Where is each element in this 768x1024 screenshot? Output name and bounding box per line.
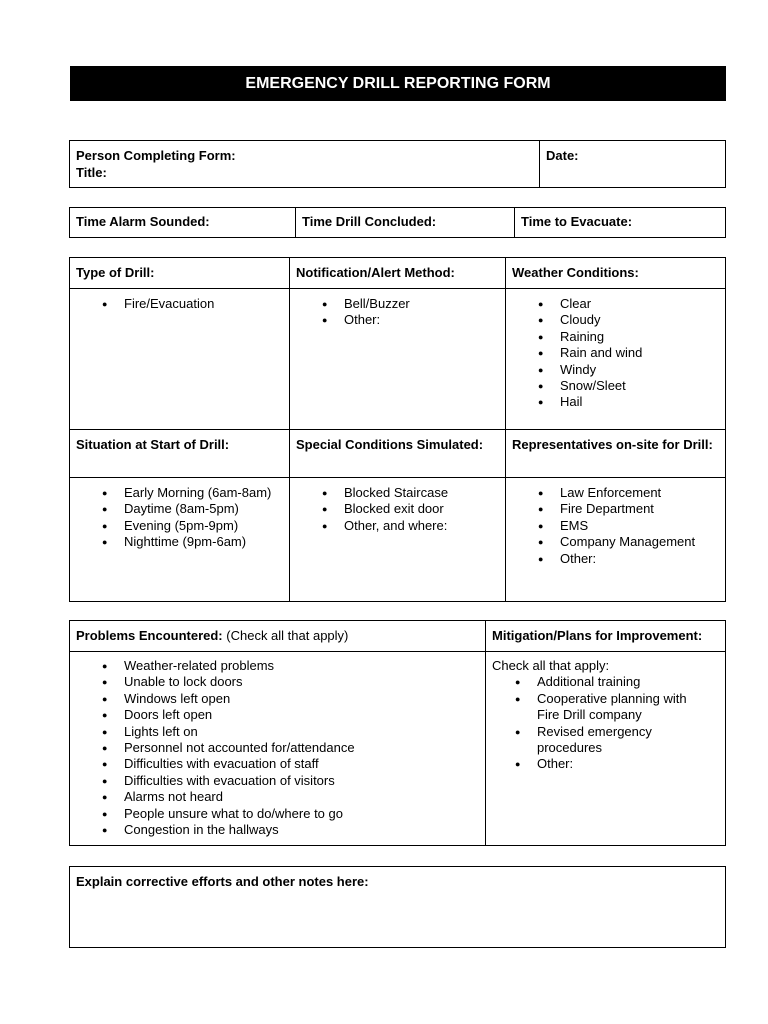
problem-lights-on[interactable]: ● Lights left on: [99, 724, 479, 740]
option-fire-evacuation[interactable]: ● Fire/Evacuation: [99, 296, 283, 312]
mitigation-planning[interactable]: ● Cooperative planning with Fire Drill company: [512, 691, 702, 724]
option-blocked-exit-door[interactable]: ● Blocked exit door: [319, 501, 499, 517]
situation-header: Situation at Start of Drill:: [70, 430, 290, 478]
person-label: Person Completing Form:: [76, 148, 236, 163]
special-header: Special Conditions Simulated:: [290, 430, 506, 478]
problem-unsure[interactable]: ● People unsure what to do/where to go: [99, 806, 479, 822]
reps-header: Representatives on-site for Drill:: [506, 430, 726, 478]
notes-label: Explain corrective efforts and other notes here:: [76, 874, 369, 889]
notes-table: [69, 866, 726, 948]
situation-options: [70, 478, 290, 602]
option-fire-department[interactable]: ● Fire Department: [535, 501, 719, 517]
mitigation-header: Mitigation/Plans for Improvement:: [486, 621, 726, 652]
date-label: Date:: [546, 148, 579, 163]
form-title: EMERGENCY DRILL REPORTING FORM: [70, 66, 726, 101]
problem-evac-staff[interactable]: ● Difficulties with evacuation of staff: [99, 756, 479, 772]
mitigation-other[interactable]: ● Other:: [512, 756, 702, 772]
option-early-morning[interactable]: ● Early Morning (6am-8am): [99, 485, 283, 501]
notification-header: Notification/Alert Method:: [290, 258, 506, 289]
option-rain-and-wind[interactable]: ● Rain and wind: [535, 345, 719, 361]
problems-table: [69, 620, 726, 846]
person-table: [69, 140, 726, 188]
mitigation-options: [486, 652, 726, 846]
option-windy[interactable]: ● Windy: [535, 362, 719, 378]
option-company-management[interactable]: ● Company Management: [535, 534, 719, 550]
problem-doors-open[interactable]: ● Doors left open: [99, 707, 479, 723]
option-cloudy[interactable]: ● Cloudy: [535, 312, 719, 328]
alarm-cell[interactable]: [70, 208, 296, 238]
concluded-cell[interactable]: [296, 208, 515, 238]
problem-congestion[interactable]: ● Congestion in the hallways: [99, 822, 479, 838]
type-header: Type of Drill:: [70, 258, 290, 289]
drill-table: [69, 257, 726, 602]
mitigation-training[interactable]: ● Additional training: [512, 674, 702, 690]
option-hail[interactable]: ● Hail: [535, 394, 719, 410]
evacuate-label: Time to Evacuate:: [521, 214, 633, 229]
option-reps-other[interactable]: ● Other:: [535, 551, 719, 567]
alarm-label: Time Alarm Sounded:: [76, 214, 210, 229]
option-daytime[interactable]: ● Daytime (8am-5pm): [99, 501, 283, 517]
mitigation-intro: Check all that apply:: [492, 658, 610, 673]
option-notification-other[interactable]: ● Other:: [319, 312, 499, 328]
problem-lock-doors[interactable]: ● Unable to lock doors: [99, 674, 479, 690]
notes-cell[interactable]: [70, 867, 726, 948]
times-table: [69, 207, 726, 238]
option-ems[interactable]: ● EMS: [535, 518, 719, 534]
option-blocked-staircase[interactable]: ● Blocked Staircase: [319, 485, 499, 501]
option-clear[interactable]: ● Clear: [535, 296, 719, 312]
problems-header-note: (Check all that apply): [226, 628, 349, 643]
reps-options: [506, 478, 726, 602]
special-options: [290, 478, 506, 602]
notification-options: [290, 289, 506, 430]
evacuate-cell[interactable]: [515, 208, 726, 238]
option-raining[interactable]: ● Raining: [535, 329, 719, 345]
option-evening[interactable]: ● Evening (5pm-9pm): [99, 518, 283, 534]
option-special-other[interactable]: ● Other, and where:: [319, 518, 499, 534]
problem-windows-open[interactable]: ● Windows left open: [99, 691, 479, 707]
problem-alarms[interactable]: ● Alarms not heard: [99, 789, 479, 805]
mitigation-revised[interactable]: ● Revised emergency procedures: [512, 724, 702, 757]
date-cell[interactable]: [540, 141, 726, 188]
problem-evac-visitors[interactable]: ● Difficulties with evacuation of visitors: [99, 773, 479, 789]
problems-header: Problems Encountered: (Check all that apply): [70, 621, 486, 652]
title-label: Title:: [76, 164, 107, 180]
problem-weather[interactable]: ● Weather-related problems: [99, 658, 479, 674]
person-cell[interactable]: [70, 141, 540, 188]
option-bell-buzzer[interactable]: ● Bell/Buzzer: [319, 296, 499, 312]
type-options: [70, 289, 290, 430]
option-nighttime[interactable]: ● Nighttime (9pm-6am): [99, 534, 283, 550]
problem-personnel[interactable]: ● Personnel not accounted for/attendance: [99, 740, 479, 756]
option-law-enforcement[interactable]: ● Law Enforcement: [535, 485, 719, 501]
option-snow-sleet[interactable]: ● Snow/Sleet: [535, 378, 719, 394]
problems-options: [70, 652, 486, 846]
weather-header: Weather Conditions:: [506, 258, 726, 289]
weather-options: [506, 289, 726, 430]
concluded-label: Time Drill Concluded:: [302, 214, 437, 229]
